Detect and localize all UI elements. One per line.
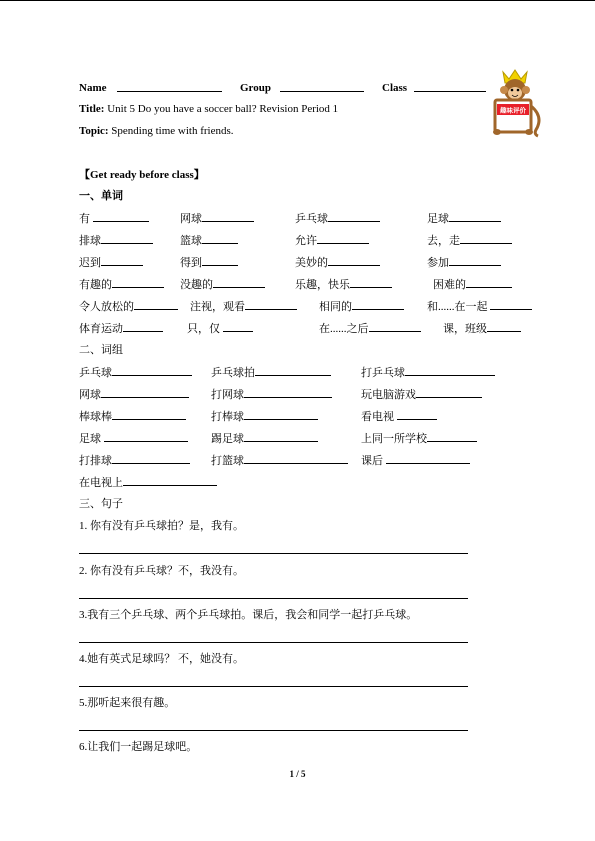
vocab-item: 网球	[180, 211, 254, 226]
phrase-item: 打网球	[211, 387, 332, 402]
vocab-item: 得到	[180, 255, 238, 270]
name-label: Name	[79, 82, 107, 94]
phrase-item: 打篮球	[211, 453, 348, 468]
class-label: Class	[382, 82, 408, 94]
vocab-item: 美妙的	[295, 255, 380, 270]
title-line	[79, 102, 338, 116]
phrase-item: 在电视上	[79, 475, 217, 490]
vocab-item: 允许	[295, 233, 369, 248]
answer-line[interactable]	[79, 598, 468, 599]
answer-line[interactable]	[79, 553, 468, 554]
sentence-prompt: 3.我有三个乒乓球、两个乒乓球拍。课后，我会和同学一起打乒乓球。	[79, 609, 418, 621]
vocab-item: 注视，观看	[190, 299, 297, 314]
phrase-item: 打棒球	[211, 409, 318, 424]
phrase-item: 打排球	[79, 453, 190, 468]
vocab-item: 令人放松的	[79, 299, 178, 314]
sentence-prompt: 6.让我们一起踢足球吧。	[79, 741, 198, 753]
vocab-item: 篮球	[180, 233, 238, 248]
sentence-prompt: 1. 你有没有乒乓球拍？是，我有。	[79, 520, 244, 532]
sentence-prompt: 5.那听起来很有趣。	[79, 697, 176, 709]
group-label: Group	[240, 82, 271, 94]
name-field[interactable]	[117, 81, 222, 92]
phrase-item: 乒乓球拍	[211, 365, 331, 380]
top-border	[0, 0, 595, 1]
vocab-item: 排球	[79, 233, 153, 248]
vocab-item: 相同的	[319, 299, 404, 314]
vocab-item: 困难的	[433, 277, 512, 292]
class-field[interactable]	[414, 81, 486, 92]
badge-text: 趣味评价	[500, 106, 526, 115]
answer-line[interactable]	[79, 642, 468, 643]
phrase-item: 课后	[361, 453, 470, 468]
phrase-item: 打乒乓球	[361, 365, 495, 380]
phrase-item: 网球	[79, 387, 189, 402]
vocab-item: 只，仅	[187, 321, 253, 336]
monkey-badge-icon	[485, 66, 545, 138]
vocab-item: 在......之后	[319, 321, 421, 336]
vocab-item: 参加	[427, 255, 501, 270]
phrases-heading: 二、词组	[79, 344, 123, 356]
vocab-item: 迟到	[79, 255, 143, 270]
phrase-item: 踢足球	[211, 431, 318, 446]
vocab-heading: 一、单词	[79, 190, 123, 202]
vocab-item: 乐趣，快乐	[295, 277, 392, 292]
answer-line[interactable]	[79, 686, 468, 687]
phrase-item: 玩电脑游戏	[361, 387, 482, 402]
sentence-prompt: 4.她有英式足球吗？ 不，她没有。	[79, 653, 244, 665]
phrase-item: 棒球棒	[79, 409, 186, 424]
phrase-item: 看电视	[361, 409, 437, 424]
topic-line	[79, 124, 234, 138]
phrase-item: 乒乓球	[79, 365, 192, 380]
sentences-heading: 三、句子	[79, 498, 123, 510]
vocab-item: 没趣的	[180, 277, 265, 292]
vocab-item: 有	[79, 211, 149, 226]
vocab-item: 足球	[427, 211, 501, 226]
title-label: Title:	[79, 103, 105, 115]
vocab-item: 体育运动	[79, 321, 163, 336]
vocab-item: 去，走	[427, 233, 512, 248]
answer-line[interactable]	[79, 730, 468, 731]
group-field[interactable]	[280, 81, 364, 92]
title-value: Unit 5 Do you have a soccer ball? Revision Period 1	[107, 103, 339, 115]
vocab-item: 有趣的	[79, 277, 164, 292]
vocab-item: 和......在一起	[427, 299, 532, 314]
vocab-item: 乒乓球	[295, 211, 380, 226]
phrase-item: 上同一所学校	[361, 431, 477, 446]
topic-label: Topic:	[79, 125, 109, 137]
page-number: 1 / 5	[289, 769, 306, 779]
section-heading: 【Get ready before class】	[79, 169, 205, 181]
phrase-item: 足球	[79, 431, 188, 446]
sentence-prompt: 2. 你有没有乒乓球？不，我没有。	[79, 565, 244, 577]
vocab-item: 课，班级	[443, 321, 521, 336]
topic-value: Spending time with friends.	[111, 125, 234, 137]
